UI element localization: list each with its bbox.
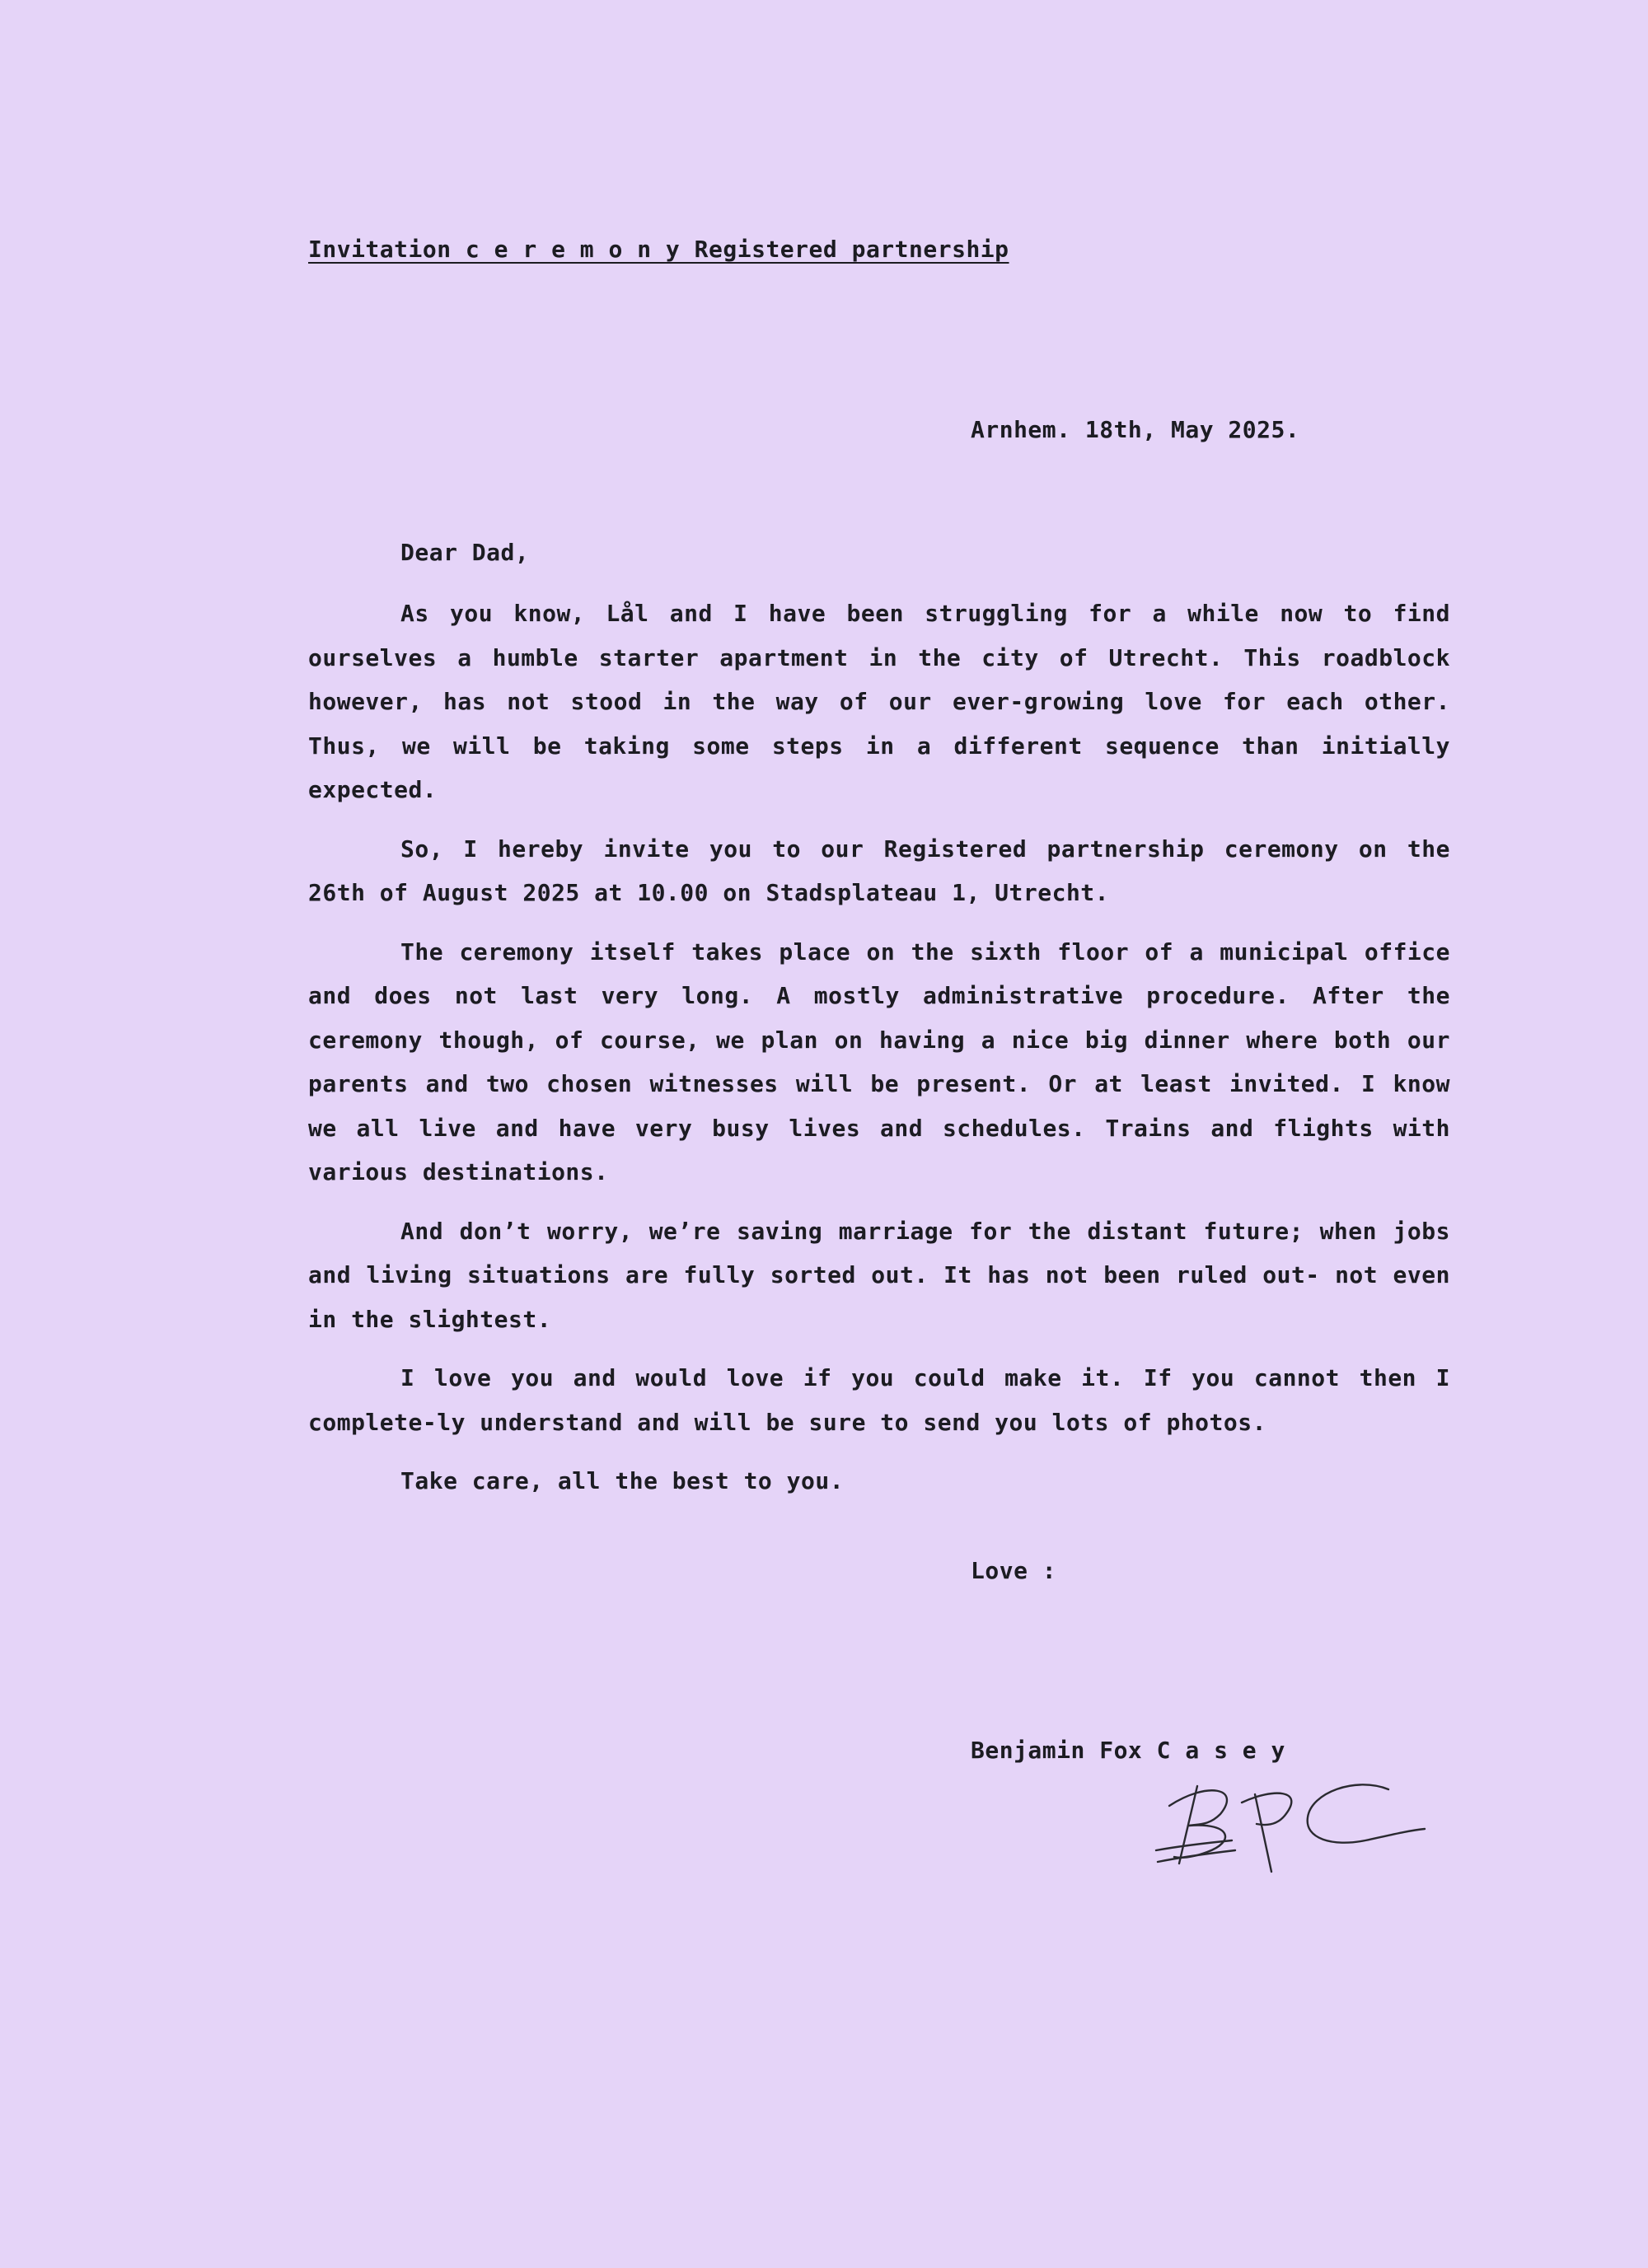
salutation: Dear Dad, (400, 539, 530, 566)
paragraph-apartment: As you know, Lål and I have been struggling for a while now to find ourselves a humble starter apartment in the city of Utrecht. This roadblock however, has not stood in the way of our ever-growing love for each other. Thus, we will be taking some steps in a different sequence than initially expected. (308, 600, 1450, 803)
paragraph-photos: I love you and would love if you could make it. If you cannot then I complete-ly understand and will be sure to send you lots of photos. (308, 1364, 1450, 1436)
letter-body (308, 592, 1450, 1518)
paragraph-invitation: So, I hereby invite you to our Registered partnership ceremony on the 26th of August 2025 at 10.00 on Stadsplateau 1, Utrecht. (308, 835, 1450, 906)
signature (1149, 1771, 1430, 1878)
paragraph-marriage: And don’t worry, we’re saving marriage for the distant future; when jobs and living situations are fully sorted out. It has not been ruled out- not even in the slightest. (308, 1217, 1450, 1333)
closing: Love : (971, 1557, 1057, 1584)
letter-date: Arnhem. 18th, May 2025. (971, 416, 1300, 443)
sender-name: Benjamin Fox C a s e y (971, 1737, 1285, 1764)
paragraph-take-care: Take care, all the best to you. (400, 1467, 845, 1494)
paragraph-ceremony: The ceremony itself takes place on the sixth floor of a municipal office and does not last very long. A mostly administrative procedure. After the ceremony though, of course, we plan on having a nice big dinner where both our parents and two chosen witnesses will be present. Or at least invited. I know we all live and have very busy lives and schedules. Trains and flights with various destinations. (308, 938, 1450, 1185)
letter-title: Invitation c e r e m o n y Registered partnership (308, 236, 1009, 263)
